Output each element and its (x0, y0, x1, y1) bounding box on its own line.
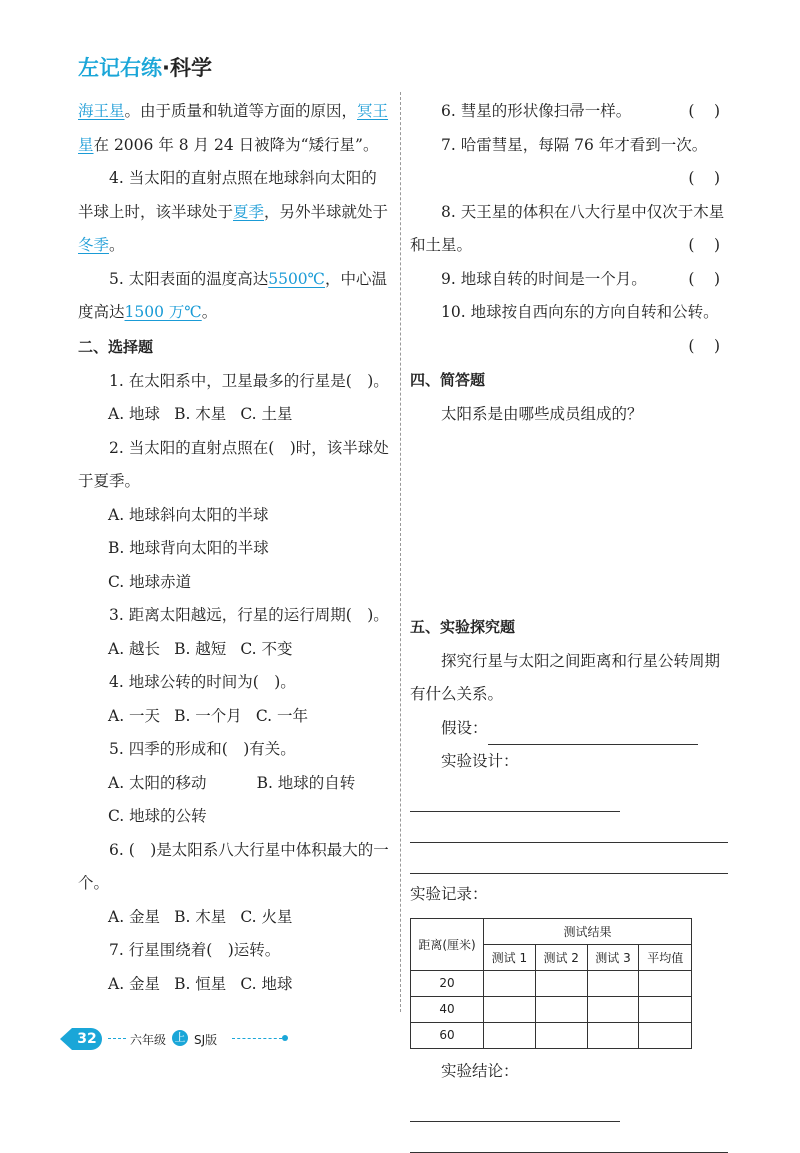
record-label: 实验记录： (410, 885, 488, 903)
design-row (410, 745, 728, 812)
cell[interactable] (587, 970, 639, 996)
option[interactable]: A. 金星 (108, 907, 161, 926)
cell[interactable] (639, 1022, 692, 1048)
choice-q7: 7. 行星围绕着( )运转。 (109, 941, 281, 959)
column-divider (400, 92, 401, 1012)
answer: 夏季 (233, 202, 265, 221)
answer: 5500℃ (268, 269, 326, 288)
options-q7 (78, 968, 392, 1002)
text: 。由于质量和轨道等方面的原因， (124, 102, 358, 120)
options-q1 (78, 398, 392, 432)
header-dot: · (162, 56, 170, 80)
option[interactable]: A. 地球斜向太阳的半球 (108, 505, 269, 524)
answer-blank[interactable]: ( ) (688, 102, 722, 120)
answer-blank[interactable]: ( ) (688, 236, 722, 254)
page-header (78, 52, 212, 82)
subject-title: 科学 (169, 56, 212, 80)
distance-cell: 60 (411, 1022, 484, 1048)
choice-q4: 4. 地球公转的时间为( )。 (109, 673, 296, 691)
section-choice: 二、选择题 (78, 337, 154, 356)
answer: 海王星 (78, 102, 125, 120)
text: 5. 太阳表面的温度高达 (109, 269, 269, 288)
cell[interactable] (639, 996, 692, 1022)
subheader: 平均值 (639, 944, 692, 970)
grade: 六年级 (130, 1033, 167, 1047)
hypothesis-row (410, 712, 728, 746)
option[interactable]: B. 地球的自转 (256, 773, 356, 792)
design-label: 实验设计： (441, 752, 519, 770)
choice-q6: 6. ( )是太阳系八大行星中体积最大的一个。 (78, 840, 389, 892)
section-short-answer: 四、简答题 (410, 371, 486, 389)
option[interactable]: A. 金星 (108, 974, 161, 993)
option[interactable]: C. 地球赤道 (108, 572, 192, 591)
option[interactable]: C. 一年 (255, 706, 308, 725)
short-answer-area[interactable] (410, 432, 728, 610)
options-q6 (78, 901, 392, 935)
subheader: 测试 2 (535, 944, 587, 970)
answer-blank[interactable]: ( ) (688, 336, 722, 355)
header-distance: 距离(厘米) (411, 918, 484, 970)
fill-q5 (78, 263, 392, 330)
options-q3 (78, 633, 392, 667)
section-experiment: 五、实验探究题 (410, 617, 516, 636)
text: 在 2006 年 8 月 24 日被降为“矮行星”。 (93, 135, 379, 154)
options-q4 (78, 700, 392, 734)
short-answer-question: 太阳系是由哪些成员组成的？ (441, 405, 643, 423)
term-badge: 上 (172, 1030, 188, 1046)
tf-q6 (410, 95, 728, 129)
cell[interactable] (587, 1022, 639, 1048)
design-line-3[interactable] (410, 845, 728, 874)
text: 8. 天王星的体积在八大行星中仅次于木星和土星。 (410, 202, 725, 254)
distance-cell: 20 (411, 970, 484, 996)
subheader: 测试 1 (484, 944, 536, 970)
option[interactable]: B. 地球背向太阳的半球 (108, 539, 269, 557)
table-row (411, 996, 692, 1022)
cell[interactable] (535, 970, 587, 996)
choice-q1: 1. 在太阳系中，卫星最多的行星是( )。 (109, 371, 389, 390)
option[interactable]: C. 火星 (240, 907, 293, 926)
arrow-left-icon (60, 1028, 72, 1050)
option[interactable]: B. 恒星 (174, 974, 227, 993)
tf-q10-blank (410, 330, 728, 364)
tf-q9 (410, 263, 728, 297)
text: 4. 当太阳的直射点照在地球斜向太阳的半球上时，该半球处于 (78, 169, 377, 221)
text: ，另外半球就处于 (264, 202, 389, 221)
option[interactable]: A. 越长 (108, 639, 161, 658)
conclusion-input[interactable] (410, 1099, 620, 1122)
hypothesis-label: 假设： (441, 718, 488, 737)
option[interactable]: B. 木星 (174, 907, 227, 926)
conclusion-label: 实验结论： (441, 1061, 519, 1080)
cell[interactable] (484, 996, 536, 1022)
conclusion-line-2[interactable] (410, 1124, 728, 1153)
record-table (410, 918, 692, 1049)
tf-q8 (410, 196, 728, 263)
hypothesis-input[interactable] (488, 722, 698, 745)
text: 6. 彗星的形状像扫帚一样。 (441, 102, 632, 120)
option[interactable]: C. 不变 (240, 639, 293, 658)
answer: 冬季 (78, 236, 110, 254)
text: ，中心温度高达 (78, 269, 388, 321)
answer-blank[interactable]: ( ) (688, 269, 722, 288)
tf-q7: 7. 哈雷彗星，每隔 76 年才看到一次。 (441, 135, 708, 154)
right-column (410, 95, 728, 1153)
fill-q4 (78, 162, 392, 263)
table-row (411, 970, 692, 996)
answer: 1500 万℃ (124, 303, 202, 321)
cell[interactable] (639, 970, 692, 996)
option[interactable]: C. 土星 (240, 405, 293, 423)
edition: SJ版 (194, 1033, 218, 1047)
brand-title: 左记右练 (78, 56, 162, 80)
options-q5 (78, 767, 392, 801)
option[interactable]: C. 地球 (240, 974, 293, 993)
header-result: 测试结果 (484, 918, 692, 944)
page-number: 32 (72, 1028, 102, 1050)
choice-q3: 3. 距离太阳越远，行星的运行周期( )。 (109, 606, 389, 624)
fill-cont (78, 95, 392, 162)
dot-icon (282, 1035, 288, 1041)
conclusion-row (410, 1055, 728, 1122)
option[interactable]: B. 越短 (174, 639, 227, 658)
design-input[interactable] (410, 789, 620, 812)
subheader: 测试 3 (587, 944, 639, 970)
cell[interactable] (484, 1022, 536, 1048)
option[interactable]: B. 木星 (174, 405, 227, 423)
design-line-2[interactable] (410, 814, 728, 843)
experiment-question: 探究行星与太阳之间距离和行星公转周期有什么关系。 (410, 651, 721, 703)
table-row (411, 1022, 692, 1048)
distance-cell: 40 (411, 996, 484, 1022)
option[interactable]: A. 一天 (108, 706, 161, 725)
tf-q10: 10. 地球按自西向东的方向自转和公转。 (441, 303, 719, 321)
choice-q5: 5. 四季的形成和( )有关。 (109, 740, 296, 758)
answer: 冥王星 (78, 102, 389, 154)
cell[interactable] (587, 996, 639, 1022)
cell[interactable] (535, 1022, 587, 1048)
option[interactable]: C. 地球的公转 (108, 807, 207, 825)
option[interactable]: A. 地球 (108, 405, 161, 423)
cell[interactable] (535, 996, 587, 1022)
tf-q7-blank (410, 162, 728, 196)
option[interactable]: A. 太阳的移动 (108, 773, 207, 792)
choice-q2: 2. 当太阳的直射点照在( )时，该半球处于夏季。 (78, 438, 389, 490)
left-column (78, 95, 392, 1001)
answer-blank[interactable]: ( ) (688, 169, 722, 187)
text: 9. 地球自转的时间是一个月。 (441, 269, 647, 288)
cell[interactable] (484, 970, 536, 996)
text: 。 (201, 303, 218, 321)
option[interactable]: B. 一个月 (174, 706, 242, 725)
text: 。 (109, 236, 125, 254)
